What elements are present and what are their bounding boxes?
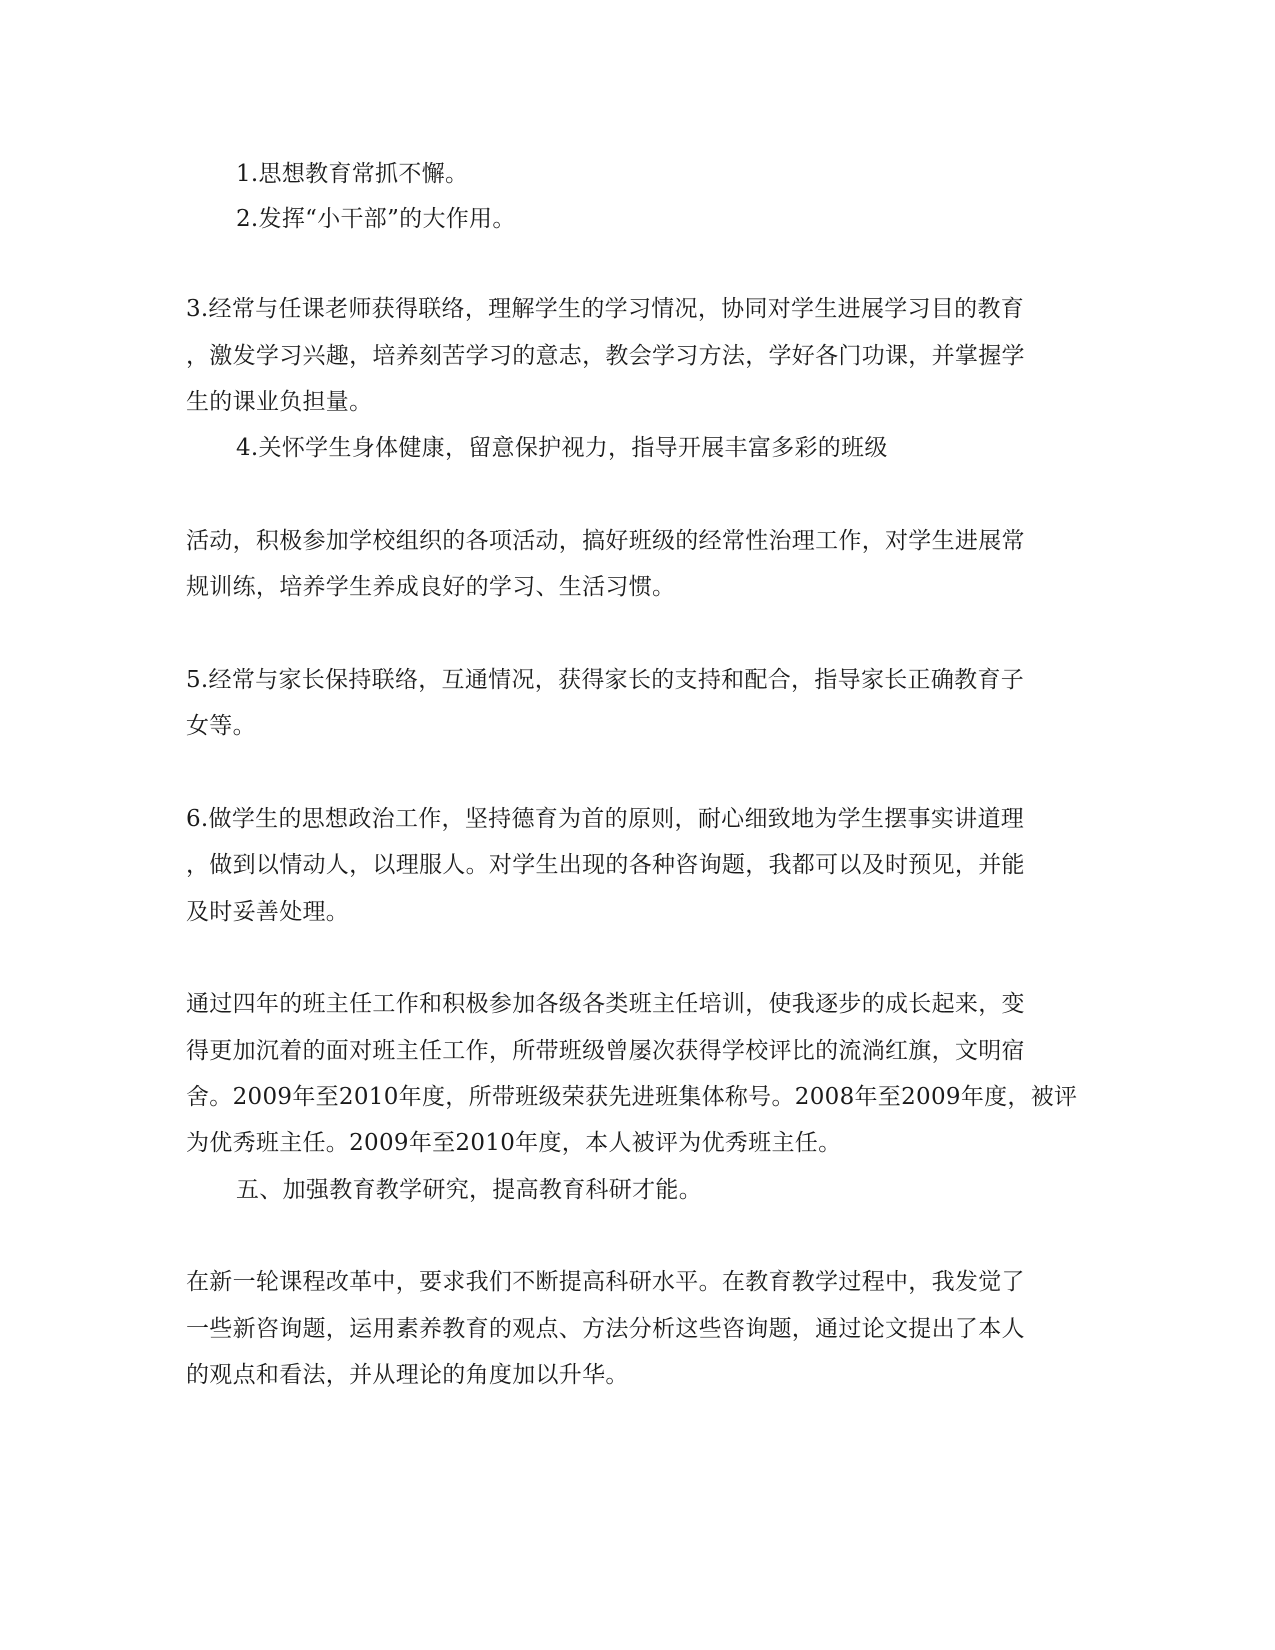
paragraph-line: 3.经常与任课老师获得联络，理解学生的学习情况，协同对学生进展学习目的教育 [186,296,1025,322]
paragraph-line: 规训练，培养学生养成良好的学习、生活习惯。 [186,574,676,600]
paragraph-line: 女等。 [186,713,256,739]
section-heading: 五、加强教育教学研究，提高教育科研才能。 [236,1177,702,1203]
list-item-5: 5.经常与家长保持联络，互通情况，获得家长的支持和配合，指导家长正确教育子 [186,667,1025,693]
paragraph-line: 生的课业负担量。 [186,389,373,415]
list-item-1: 1.思想教育常抓不懈。 [236,161,469,187]
list-item-6: 6.做学生的思想政治工作，坚持德育为首的原则，耐心细致地为学生摆事实讲道理 [186,806,1025,832]
paragraph-line: 为优秀班主任。2009年至2010年度，本人被评为优秀班主任。 [186,1130,842,1156]
paragraph-line: 在新一轮课程改革中，要求我们不断提高科研水平。在教育教学过程中，我发觉了 [186,1269,1025,1295]
paragraph-line: 通过四年的班主任工作和积极参加各级各类班主任培训，使我逐步的成长起来，变 [186,991,1025,1017]
paragraph-line: 一些新咨询题，运用素养教育的观点、方法分析这些咨询题，通过论文提出了本人 [186,1316,1025,1342]
list-item-4: 4.关怀学生身体健康，留意保护视力，指导开展丰富多彩的班级 [236,435,888,461]
paragraph-line: 的观点和看法，并从理论的角度加以升华。 [186,1362,629,1388]
list-item-2: 2.发挥“小干部”的大作用。 [236,206,516,232]
paragraph-line: 得更加沉着的面对班主任工作，所带班级曾屡次获得学校评比的流淌红旗，文明宿 [186,1038,1025,1064]
paragraph-line: ，做到以情动人，以理服人。对学生出现的各种咨询题，我都可以及时预见，并能 [186,852,1025,878]
paragraph-line: 及时妥善处理。 [186,899,350,925]
paragraph-line: ，激发学习兴趣，培养刻苦学习的意志，教会学习方法，学好各门功课，并掌握学 [186,343,1025,369]
paragraph-line: 舍。2009年至2010年度，所带班级荣获先进班集体称号。2008年至2009年度，被评 [186,1084,1078,1110]
paragraph-line: 活动，积极参加学校组织的各项活动，搞好班级的经常性治理工作，对学生进展常 [186,528,1025,554]
